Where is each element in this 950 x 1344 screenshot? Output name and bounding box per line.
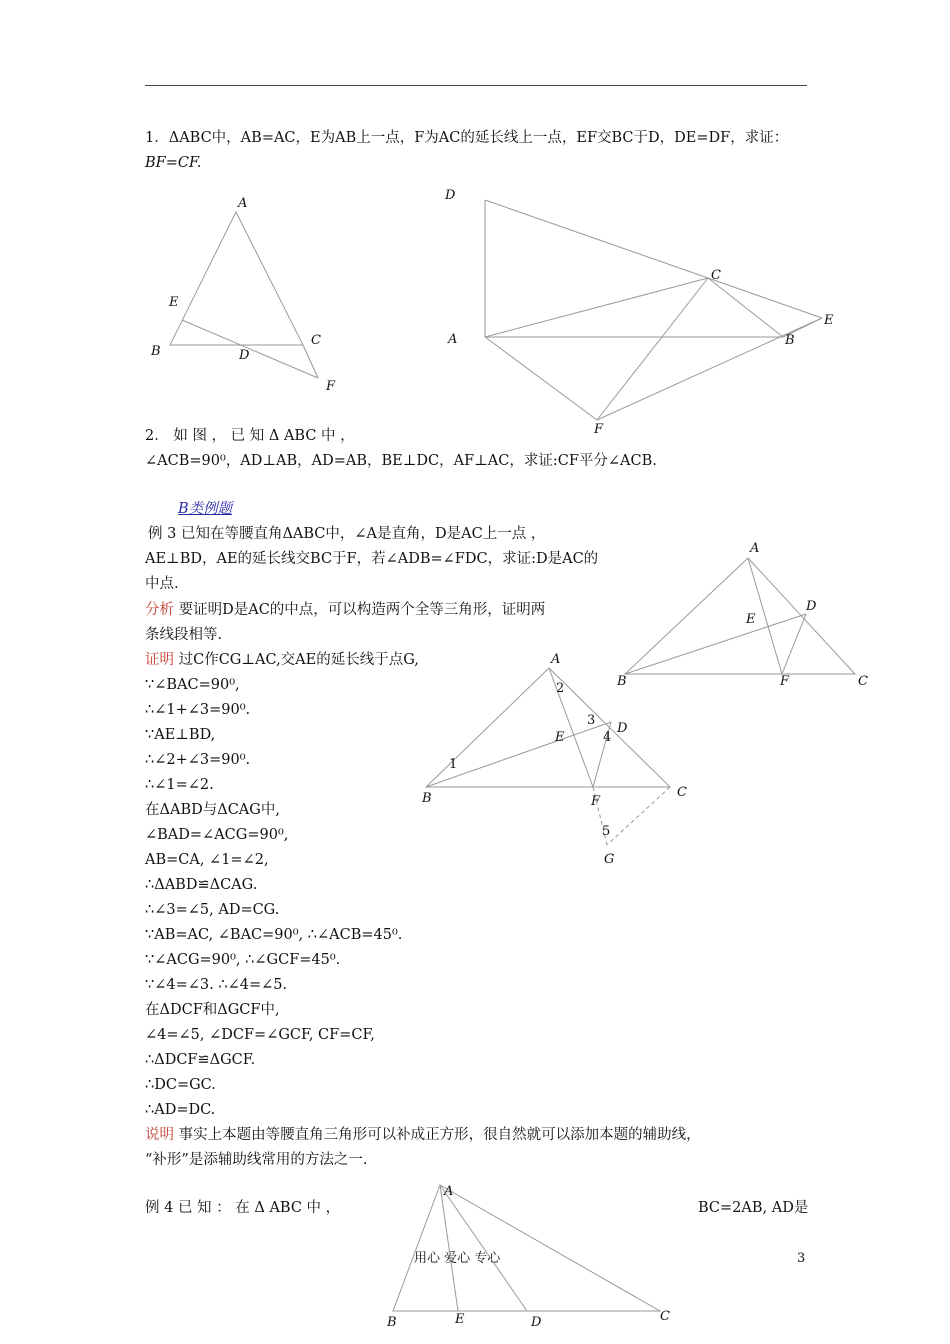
fig3-segment-df xyxy=(782,614,806,674)
fig4-label-b: B xyxy=(422,791,432,806)
proof-step: ∴∠1+∠3=90⁰. xyxy=(145,702,251,718)
fig2-label-e: E xyxy=(824,313,834,328)
proof-step: AB=CA, ∠1=∠2, xyxy=(145,852,269,868)
fig4-label-d: D xyxy=(617,721,628,736)
proof-step: ∴∠3=∠5, AD=CG. xyxy=(145,902,280,918)
fig4-segment-bd xyxy=(426,722,611,787)
fig2-segment-af xyxy=(485,337,597,420)
proof-step: ∴ΔABD≌ΔCAG. xyxy=(145,877,258,893)
proof-step: ∵AB=AC, ∠BAC=90⁰, ∴∠ACB=45⁰. xyxy=(145,927,403,943)
problem-1-line-2: BF=CF. xyxy=(145,155,202,171)
fig4-angle-2: 2 xyxy=(556,681,565,696)
fig4-label-c: C xyxy=(677,785,687,800)
proof-step: ∠4=∠5, ∠DCF=∠GCF, CF=CF, xyxy=(145,1027,375,1043)
fig2-label-f: F xyxy=(594,422,604,437)
proof-step: ∵∠BAC=90⁰, xyxy=(145,677,240,693)
proof-step: ∠BAD=∠ACG=90⁰, xyxy=(145,827,289,843)
fig4-label-f: F xyxy=(591,794,601,809)
fig1-triangle xyxy=(170,212,303,345)
proof-step: ∵AE⊥BD, xyxy=(145,727,216,743)
fig3-label-a: A xyxy=(750,541,760,556)
fig5-segment-ad xyxy=(440,1185,527,1311)
problem-2-line-2: ∠ACB=90⁰，AD⊥AB，AD=AB，BE⊥DC，AF⊥AC，求证:CF平分∠ACB. xyxy=(145,453,657,469)
fig5-triangle xyxy=(393,1185,660,1311)
fig3-label-e: E xyxy=(746,612,756,627)
figure-3 xyxy=(616,541,868,689)
fig2-segment-ac xyxy=(485,278,708,337)
fig5-label-e: E xyxy=(455,1312,465,1327)
proof-step: ∴∠2+∠3=90⁰. xyxy=(145,752,251,768)
fig2-label-a: A xyxy=(448,332,458,347)
fig1-label-d: D xyxy=(239,348,250,363)
fig4-angle-4: 4 xyxy=(603,730,612,745)
fig1-label-e: E xyxy=(169,295,179,310)
fig2-label-b: B xyxy=(785,333,795,348)
fig5-label-c: C xyxy=(660,1309,670,1324)
section-b-examples-link[interactable]: B类例题 xyxy=(178,501,233,517)
fig1-label-a: A xyxy=(238,196,248,211)
footer-motto: 用心 爱心 专心 xyxy=(414,1251,501,1266)
note-line-2: “补形”是添辅助线常用的方法之一. xyxy=(145,1152,368,1168)
figure-2 xyxy=(444,188,834,437)
proof-step: ∴AD=DC. xyxy=(145,1102,216,1118)
proof-step: ∵∠4=∠3. ∴∠4=∠5. xyxy=(145,977,288,993)
analysis-text: 要证明D是AC的中点，可以构造两个全等三角形，证明两 xyxy=(174,602,546,618)
proof-step: 在ΔABD与ΔCAG中, xyxy=(145,802,280,818)
figure-5 xyxy=(386,1184,670,1330)
fig2-label-c: C xyxy=(711,268,721,283)
fig3-label-d: D xyxy=(806,599,817,614)
page-number: 3 xyxy=(797,1251,806,1266)
fig2-segment-cb xyxy=(708,278,783,337)
fig1-segment-ef xyxy=(182,320,318,378)
fig2-segment-dc xyxy=(485,200,708,278)
example-4-left: 例 4 已 知 ： 在 Δ ABC 中 ， xyxy=(145,1200,341,1216)
fig2-segment-ce xyxy=(708,278,822,318)
fig4-label-g: G xyxy=(604,852,615,867)
proof-step: ∵∠ACG=90⁰, ∴∠GCF=45⁰. xyxy=(145,952,341,968)
fig2-segment-fc xyxy=(597,278,708,420)
note-text: 事实上本题由等腰直角三角形可以补成正方形，很自然就可以添加本题的辅助线， xyxy=(174,1127,701,1143)
proof-text: 过C作CG⊥AC,交AE的延长线于点G, xyxy=(174,652,419,668)
fig4-label-e: E xyxy=(555,730,565,745)
fig3-label-c: C xyxy=(858,674,868,689)
fig3-label-b: B xyxy=(617,674,627,689)
note-label: 说明 xyxy=(145,1127,174,1143)
fig1-label-b: B xyxy=(151,344,161,359)
fig1-label-c: C xyxy=(311,333,321,348)
fig3-label-f: F xyxy=(780,674,790,689)
fig2-label-d: D xyxy=(445,188,456,203)
proof-label: 证明 xyxy=(145,652,174,668)
fig3-triangle xyxy=(625,558,855,674)
proof-step: ∴∠1=∠2. xyxy=(145,777,214,793)
proof-step: ∴ΔDCF≌ΔGCF. xyxy=(145,1052,256,1068)
fig4-angle-1: 1 xyxy=(449,757,458,772)
problem-2-line-1: 2． 如 图 ， 已 知 Δ ABC 中 ， xyxy=(145,428,355,444)
fig5-label-b: B xyxy=(387,1315,397,1330)
proof-step: 在ΔDCF和ΔGCF中, xyxy=(145,1002,280,1018)
example-3-line-3: 中点. xyxy=(145,576,179,592)
fig5-label-d: D xyxy=(531,1315,542,1330)
figure-4 xyxy=(421,652,687,867)
example-3-line-1: 例 3 已知在等腰直角ΔABC中，∠A是直角，D是AC上一点 ， xyxy=(148,526,546,542)
fig1-label-f: F xyxy=(326,379,336,394)
fig4-angle-5: 5 xyxy=(602,824,611,839)
fig4-label-a: A xyxy=(551,652,561,667)
example-4-right: BC=2AB, AD是 xyxy=(698,1200,809,1216)
fig5-segment-ae xyxy=(440,1185,458,1311)
proof-step: ∴DC=GC. xyxy=(145,1077,216,1093)
fig4-triangle xyxy=(426,668,670,787)
fig5-label-a: A xyxy=(444,1184,454,1199)
example-3-line-2: AE⊥BD，AE的延长线交BC于F，若∠ADB=∠FDC，求证:D是AC的 xyxy=(145,551,599,567)
problem-1-line-1: 1．ΔABC中，AB=AC，E为AB上一点，F为AC的延长线上一点，EF交BC于D，DE=DF，求证： xyxy=(145,130,789,146)
fig4-angle-3: 3 xyxy=(587,713,596,728)
analysis-line-2: 条线段相等. xyxy=(145,627,223,643)
fig4-segment-cg-dashed xyxy=(607,787,670,845)
analysis-label: 分析 xyxy=(145,602,174,618)
figure-1 xyxy=(150,196,336,394)
